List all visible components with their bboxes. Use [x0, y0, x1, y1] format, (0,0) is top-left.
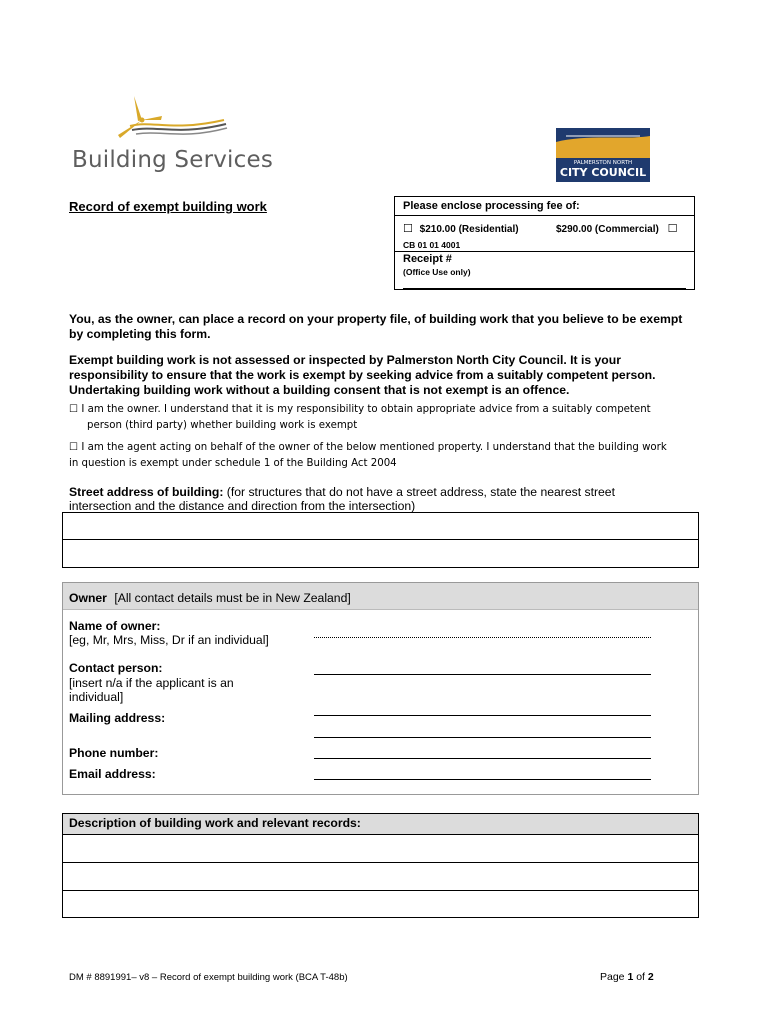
description-field-1[interactable]	[62, 835, 699, 862]
footer-page-word: Page	[600, 971, 628, 983]
owner-heading-label: Owner	[69, 591, 107, 605]
fee-box-divider	[394, 215, 695, 216]
owner-declaration-line-2: person (third party) whether building work is exempt	[87, 420, 358, 431]
receipt-label: Receipt #	[403, 253, 452, 265]
name-of-owner-label: Name of owner:	[69, 619, 161, 633]
warning-line-2: responsibility to ensure that the work is exempt by seeking advice from a suitably competent person.	[69, 368, 656, 382]
residential-label: $210.00 (Residential)	[419, 224, 519, 235]
description-field-3[interactable]	[62, 890, 699, 918]
mailing-address-label: Mailing address:	[69, 711, 166, 725]
email-address-input[interactable]	[314, 779, 651, 780]
building-services-logo-mark	[112, 92, 232, 152]
contact-person-label: Contact person:	[69, 661, 163, 675]
form-title: Record of exempt building work	[69, 199, 267, 214]
council-logo-line2: CITY COUNCIL	[559, 166, 647, 179]
contact-person-input[interactable]	[314, 674, 651, 675]
commercial-label: $290.00 (Commercial)	[556, 224, 659, 235]
agent-declaration-text: I am the agent acting on behalf of the owner of the below mentioned property. I understand that the building work	[81, 442, 667, 453]
owner-declaration-text: I am the owner. I understand that it is my responsibility to obtain appropriate advice from a suitably competent	[81, 404, 651, 415]
phone-number-input[interactable]	[314, 758, 651, 759]
owner-heading-note: [All contact details must be in New Zealand]	[114, 591, 351, 605]
owner-declaration[interactable]	[69, 402, 651, 418]
description-field-2[interactable]	[62, 862, 699, 890]
fee-box-divider-2	[394, 251, 695, 252]
agent-declaration-line-2: in question is exempt under schedule 1 of the Building Act 2004	[69, 458, 397, 469]
receipt-line[interactable]	[403, 288, 686, 289]
street-address-field-2[interactable]	[62, 539, 699, 568]
mailing-address-input-2[interactable]	[314, 737, 651, 738]
agent-checkbox[interactable]: ☐	[69, 442, 79, 453]
phone-number-label: Phone number:	[69, 746, 159, 760]
council-logo-text-block	[556, 158, 650, 182]
owner-heading	[69, 591, 351, 605]
email-address-label: Email address:	[69, 767, 156, 781]
mailing-address-input-1[interactable]	[314, 715, 651, 716]
commercial-checkbox[interactable]: ☐	[667, 222, 678, 235]
fee-box-heading: Please enclose processing fee of:	[403, 200, 580, 212]
city-council-logo	[556, 128, 650, 182]
commercial-option[interactable]	[556, 222, 678, 235]
footer-page-number	[600, 971, 654, 983]
contact-person-note-2: individual]	[69, 690, 124, 704]
contact-person-note-1: [insert n/a if the applicant is an	[69, 676, 234, 690]
street-address-note-2: intersection and the distance and direction from the intersection)	[69, 499, 416, 513]
logo-text: Building Services	[72, 147, 274, 173]
owner-checkbox[interactable]: ☐	[69, 404, 79, 415]
residential-checkbox[interactable]: ☐	[403, 222, 413, 235]
name-of-owner-input[interactable]	[314, 637, 651, 638]
residential-option[interactable]	[403, 222, 519, 235]
footer-page-current: 1	[627, 971, 634, 983]
street-address-note: (for structures that do not have a street address, state the nearest street	[223, 485, 615, 499]
fee-code: CB 01 01 4001	[403, 240, 461, 250]
street-address-field-1[interactable]	[62, 512, 699, 540]
street-address-heading	[69, 485, 615, 499]
agent-declaration[interactable]	[69, 440, 667, 456]
warning-line-1: Exempt building work is not assessed or inspected by Palmerston North City Council. It is your	[69, 353, 621, 367]
council-logo-line1: PALMERSTON NORTH	[573, 160, 633, 166]
street-address-label: Street address of building:	[69, 485, 224, 499]
name-of-owner-note: [eg, Mr, Mrs, Miss, Dr if an individual]	[69, 633, 269, 647]
description-heading: Description of building work and relevant records:	[69, 816, 361, 830]
warning-line-3: Undertaking building work without a building consent that is not exempt is an offence.	[69, 383, 570, 397]
footer-page-total: 2	[647, 971, 654, 983]
footer-of-word: of	[633, 971, 648, 983]
intro-paragraph: You, as the owner, can place a record on your property file, of building work that you believe to be exempt by completing this form.	[69, 312, 683, 341]
council-logo-emblem	[556, 128, 650, 158]
office-use-label: (Office Use only)	[403, 267, 471, 277]
footer-document-ref: DM # 8891991– v8 – Record of exempt building work (BCA T-48b)	[69, 972, 348, 983]
